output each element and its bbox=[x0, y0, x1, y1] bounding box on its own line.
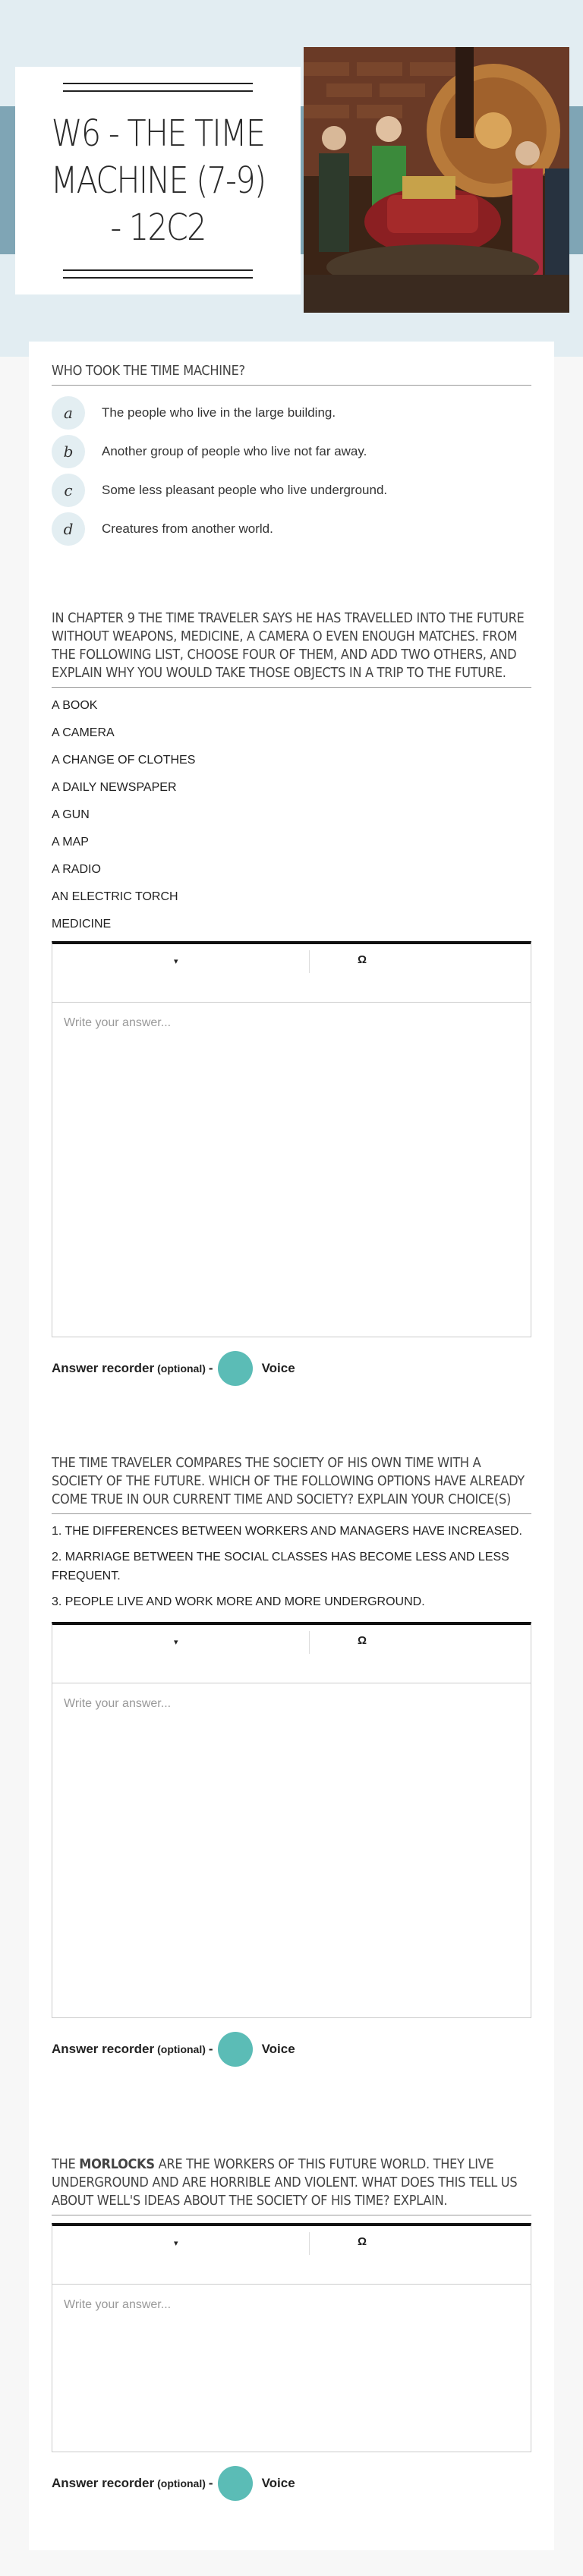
recorder-dash: - bbox=[208, 2042, 213, 2056]
recorder-label: Answer recorder bbox=[52, 2476, 155, 2490]
voice-label: Voice bbox=[261, 2042, 295, 2056]
title-suffix: ARE THE WORKERS OF THIS FUTURE WORLD. THEY LIVE UNDERGROUND AND ARE HORRIBLE AND VIOLENT. WHAT DOES THIS TELL US ABOUT WELL'S IDEAS ABOUT THE SOCIETY OF HIS TIME? EXPLAIN. bbox=[52, 2156, 518, 2209]
recorder-optional: (optional) bbox=[157, 2477, 206, 2489]
special-characters-icon[interactable]: Ω bbox=[358, 1634, 367, 1647]
title-top-rule bbox=[63, 83, 253, 92]
title-bottom-rule bbox=[63, 269, 253, 279]
title-bold-term: MORLOCKS bbox=[79, 2156, 155, 2172]
question-1 bbox=[52, 362, 531, 548]
page-title: W6 - THE TIME MACHINE (7-9) - 12C2 bbox=[50, 112, 266, 249]
option-text: Some less pleasant people who live underground. bbox=[102, 482, 388, 497]
list-item: A MAP bbox=[52, 836, 89, 849]
recorder-dash: - bbox=[208, 1361, 213, 1375]
recorder-optional: (optional) bbox=[157, 2043, 206, 2055]
question-4-title bbox=[52, 2156, 531, 2215]
option-letter: d bbox=[52, 512, 85, 546]
question-2-title: IN CHAPTER 9 THE TIME TRAVELER SAYS HE HAS TRAVELLED INTO THE FUTURE WITHOUT WEAPONS, MEDICINE, A CAMERA O EVEN ENOUGH MATCHES. FROM THE FOLLOWING LIST, CHOOSE FOUR OF THEM, AND ADD TWO OTHERS, AND EXPLAIN WHY YOU WOULD TAKE THOSE OBJECTS IN A TRIP TO THE FUTURE. bbox=[52, 609, 531, 688]
list-item: 3. PEOPLE LIVE AND WORK MORE AND MORE UNDERGROUND. bbox=[52, 1595, 425, 1608]
answer-input[interactable]: Write your answer... bbox=[64, 1697, 172, 1710]
format-dropdown-icon[interactable]: ▾ bbox=[174, 1638, 178, 1647]
option-text: Creatures from another world. bbox=[102, 521, 273, 536]
list-item: A RADIO bbox=[52, 863, 101, 876]
list-item: A BOOK bbox=[52, 699, 98, 712]
question-4 bbox=[52, 2156, 531, 2501]
special-characters-icon[interactable]: Ω bbox=[358, 2235, 367, 2248]
title-prefix: THE bbox=[52, 2156, 80, 2172]
option-list bbox=[52, 393, 531, 548]
toolbar-divider bbox=[309, 1631, 310, 1654]
recorder-label: Answer recorder bbox=[52, 1361, 155, 1375]
voice-label: Voice bbox=[261, 1361, 295, 1375]
answer-editor bbox=[52, 2223, 531, 2452]
recorder-label: Answer recorder bbox=[52, 2042, 155, 2056]
toolbar-divider bbox=[309, 2232, 310, 2255]
option-c[interactable] bbox=[52, 471, 531, 509]
list-item: AN ELECTRIC TORCH bbox=[52, 890, 178, 903]
editor-toolbar bbox=[52, 1625, 531, 1683]
format-dropdown-icon[interactable]: ▾ bbox=[174, 2239, 178, 2248]
answer-input[interactable]: Write your answer... bbox=[64, 1016, 172, 1029]
title-card bbox=[15, 67, 301, 294]
worksheet-card bbox=[29, 342, 554, 2550]
question-2 bbox=[52, 609, 531, 1386]
format-dropdown-icon[interactable]: ▾ bbox=[174, 957, 178, 966]
question-1-title: WHO TOOK THE TIME MACHINE? bbox=[52, 362, 531, 386]
record-button-icon[interactable] bbox=[218, 2466, 253, 2501]
question-3-title: THE TIME TRAVELER COMPARES THE SOCIETY OF HIS OWN TIME WITH A SOCIETY OF THE FUTURE. WHICH OF THE FOLLOWING OPTIONS HAVE ALREADY COME TRUE IN OUR CURRENT TIME AND SOCIETY? EXPLAIN YOUR CHOICE(S) bbox=[52, 1454, 531, 1514]
option-d[interactable] bbox=[52, 509, 531, 548]
list-item: A GUN bbox=[52, 808, 90, 821]
option-a[interactable] bbox=[52, 393, 531, 432]
option-letter: c bbox=[52, 474, 85, 507]
record-button-icon[interactable] bbox=[218, 2032, 253, 2067]
list-item: A CHANGE OF CLOTHES bbox=[52, 754, 196, 767]
record-button-icon[interactable] bbox=[218, 1351, 253, 1386]
voice-label: Voice bbox=[261, 2476, 295, 2490]
list-item: A DAILY NEWSPAPER bbox=[52, 781, 177, 794]
answer-recorder bbox=[52, 2466, 531, 2501]
option-b[interactable] bbox=[52, 432, 531, 471]
list-item: MEDICINE bbox=[52, 918, 112, 931]
photo-illustration bbox=[304, 47, 569, 313]
toolbar-divider bbox=[309, 950, 310, 973]
option-text: The people who live in the large building. bbox=[102, 405, 336, 420]
object-list bbox=[52, 692, 531, 938]
list-item: A CAMERA bbox=[52, 726, 115, 739]
option-letter: a bbox=[52, 396, 85, 430]
answer-editor bbox=[52, 941, 531, 1337]
recorder-dash: - bbox=[208, 2476, 213, 2490]
answer-editor bbox=[52, 1622, 531, 2018]
question-3 bbox=[52, 1454, 531, 2067]
option-text: Another group of people who live not far away. bbox=[102, 443, 367, 458]
special-characters-icon[interactable]: Ω bbox=[358, 953, 367, 966]
editor-toolbar bbox=[52, 2226, 531, 2285]
editor-toolbar bbox=[52, 944, 531, 1003]
answer-recorder bbox=[52, 1351, 531, 1386]
list-item: 2. MARRIAGE BETWEEN THE SOCIAL CLASSES HAS BECOME LESS AND LESS FREQUENT. bbox=[52, 1551, 509, 1582]
option-letter: b bbox=[52, 435, 85, 468]
answer-recorder bbox=[52, 2032, 531, 2067]
statement-list bbox=[52, 1522, 531, 1611]
answer-input[interactable]: Write your answer... bbox=[64, 2298, 172, 2311]
time-machine-scene-photo bbox=[304, 47, 569, 313]
list-item: 1. THE DIFFERENCES BETWEEN WORKERS AND MANAGERS HAVE INCREASED. bbox=[52, 1525, 522, 1538]
recorder-optional: (optional) bbox=[157, 1362, 206, 1375]
